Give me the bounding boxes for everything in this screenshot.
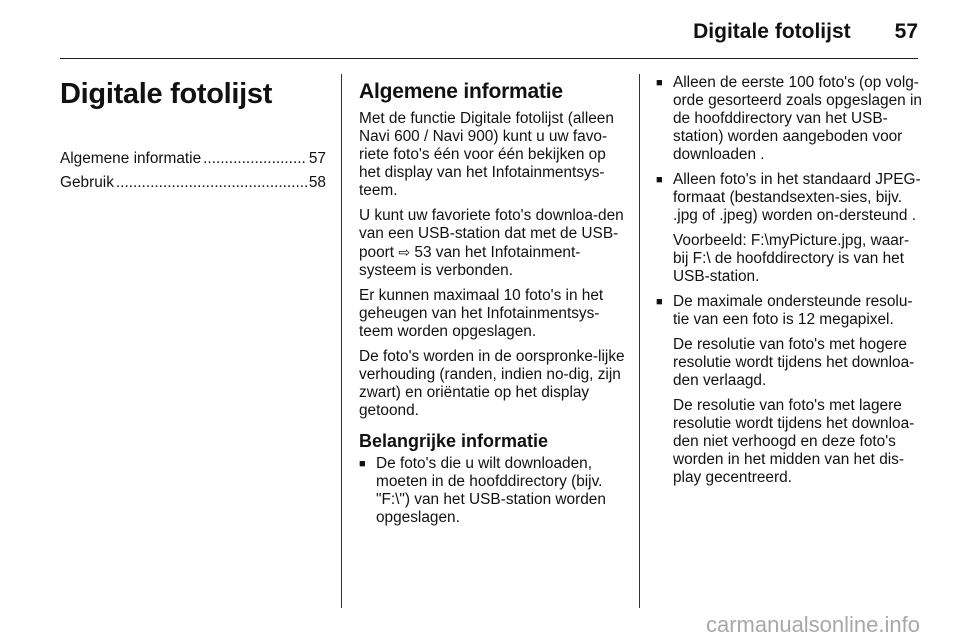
- table-of-contents: [60, 150, 326, 194]
- header-rule: [60, 58, 918, 59]
- toc-entry[interactable]: [60, 174, 326, 194]
- subsection-title: Belangrijke informatie: [359, 431, 549, 451]
- header-title: Digitale fotolijst: [693, 20, 851, 43]
- paragraph: Met de functie Digitale fotolijst (alleen Navi 600 / Navi 900) kunt u uw favo-riete foto's één voor één bekijken op het display van het Infotainmentsys-teem.: [359, 110, 614, 199]
- reference-arrow-icon: ⇨: [398, 244, 411, 260]
- toc-leader-dots: [116, 174, 307, 192]
- toc-entry-label: Gebruik: [60, 174, 114, 191]
- bullet-item: [656, 74, 922, 164]
- toc-entry-page: 57: [308, 150, 326, 167]
- chapter-title: Digitale fotolijst: [60, 78, 273, 110]
- toc-leader-dots: [203, 150, 307, 168]
- toc-entry[interactable]: [60, 150, 326, 170]
- column-divider: [341, 74, 342, 608]
- bullet-item: [656, 293, 922, 329]
- bullet-item: [656, 171, 922, 225]
- header-page-number: 57: [894, 20, 918, 43]
- toc-entry-page: 58: [308, 174, 326, 191]
- bullet-sub-paragraph: De resolutie van foto's met lagere resolutie wordt tijdens het downloa-den niet verhoogd en deze foto's worden in het midden van het dis-play gecentreerd.: [673, 397, 915, 486]
- bullet-text: Alleen foto's in het standaard JPEG-formaat (bestandsexten-sies, bijv. .jpg of .jpeg) worden on-dersteund .: [673, 171, 921, 224]
- bullet-square-icon: ■: [359, 458, 366, 470]
- paragraph: De foto's worden in de oorspronke-lijke verhouding (randen, indien no-dig, zijn zwart) en oriëntatie op het display getoond.: [359, 348, 625, 419]
- watermark: carmanualsonline.info: [705, 612, 920, 637]
- bullet-item: [359, 455, 625, 527]
- bullet-text: De foto's die u wilt downloaden, moeten in de hoofddirectory (bijv. "F:\") van het USB-station worden opgeslagen.: [376, 455, 606, 526]
- column-important-info: [656, 74, 922, 494]
- running-header: [0, 18, 918, 46]
- column-toc: [60, 74, 326, 198]
- bullet-sub-paragraph: De resolutie van foto's met hogere resolutie wordt tijdens het downloa-den verlaagd.: [673, 336, 915, 389]
- paragraph: [359, 207, 625, 280]
- bullet-square-icon: ■: [656, 174, 663, 186]
- bullet-sub-paragraph: Voorbeeld: F:\myPicture.jpg, waar-bij F:\ de hoofddirectory is van het USB-station.: [673, 232, 910, 285]
- section-title: Algemene informatie: [359, 80, 563, 103]
- paragraph: Er kunnen maximaal 10 foto's in het geheugen van het Infotainmentsys-teem worden opgeslagen.: [359, 287, 604, 340]
- column-general-info: [359, 74, 625, 534]
- bullet-square-icon: ■: [656, 77, 663, 89]
- column-divider: [639, 74, 640, 608]
- paragraph-text: 53 van het Infotainment-systeem is verbonden.: [359, 244, 581, 279]
- paragraph-text: U kunt uw favoriete foto's downloa-den van een USB-station dat met de USB-poort: [359, 207, 624, 261]
- toc-entry-label: Algemene informatie: [60, 150, 202, 167]
- bullet-text: De maximale ondersteunde resolu-tie van een foto is 12 megapixel.: [673, 293, 913, 328]
- bullet-square-icon: ■: [656, 296, 663, 308]
- bullet-text: Alleen de eerste 100 foto's (op volg-orde gesorteerd zoals opgeslagen in de hoofddirectory van het USB-station) worden aangeboden voor downloaden .: [673, 74, 922, 163]
